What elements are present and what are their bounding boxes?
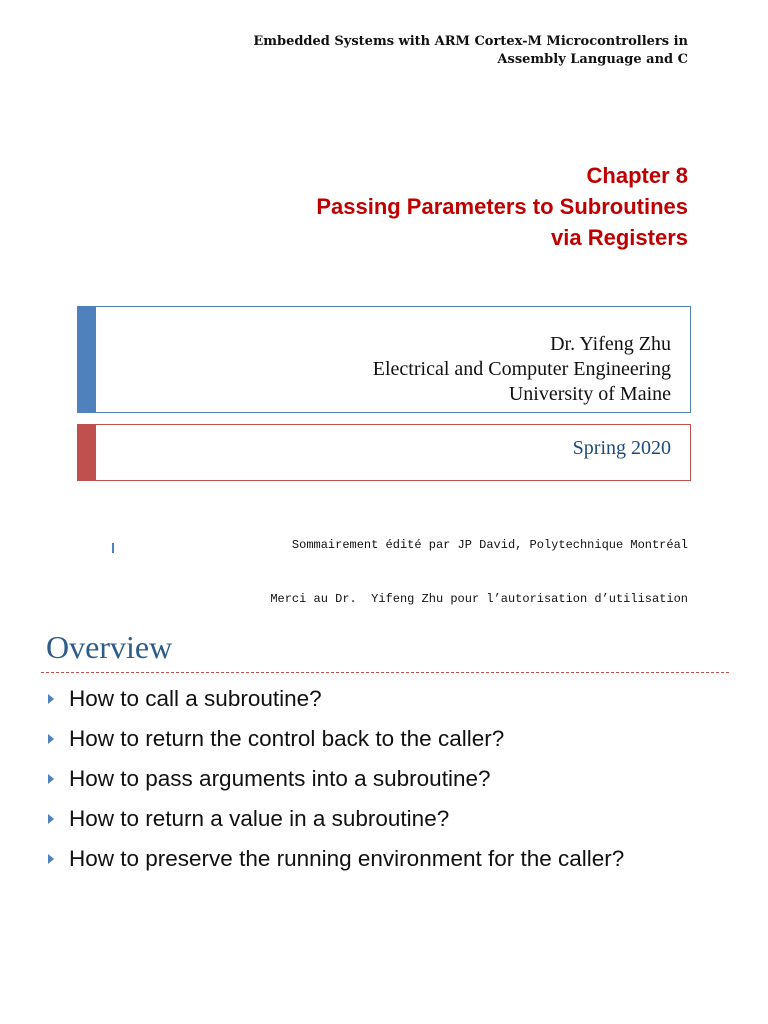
date-label: Spring 2020 [572,437,671,459]
author-department: Electrical and Computer Engineering [372,358,671,380]
author-info [373,332,671,407]
credits-line-1: Sommairement édité par JP David, Polytechnique Montréal [291,538,688,552]
text-cursor-mark [112,543,114,553]
overview-divider [41,672,729,673]
triangle-bullet-icon [48,734,54,744]
bullet-text: How to call a subroutine? [69,686,322,711]
book-title [128,33,688,69]
chapter-title [128,160,688,253]
overview-title: Overview [46,629,173,665]
chapter-title-line-1: Passing Parameters to Subroutines [316,194,688,219]
bullet-text: How to return the control back to the caller? [69,726,505,751]
chapter-title-line-2: via Registers [551,225,688,250]
author-accent-bar [78,307,96,412]
bullet-text: How to preserve the running environment for the caller? [69,846,625,871]
bullet-text: How to pass arguments into a subroutine? [69,766,491,791]
bullet-item [44,842,744,882]
triangle-bullet-icon [48,694,54,704]
bullet-item [44,722,744,762]
bullet-item [44,682,744,722]
bullet-item [44,802,744,842]
triangle-bullet-icon [48,774,54,784]
date-box [77,424,691,481]
author-box [77,306,691,413]
book-title-line-2: Assembly Language and C [497,52,688,67]
triangle-bullet-icon [48,854,54,864]
bullet-text: How to return a value in a subroutine? [69,806,450,831]
chapter-number: Chapter 8 [586,163,688,188]
author-name: Dr. Yifeng Zhu [550,333,671,355]
overview-bullet-list [44,682,744,882]
book-title-line-1: Embedded Systems with ARM Cortex-M Microcontrollers in [253,34,688,49]
triangle-bullet-icon [48,814,54,824]
date-accent-bar [78,425,96,480]
credits-line-2: Merci au Dr. Yifeng Zhu pour l’autorisation d’utilisation [270,592,688,606]
bullet-item [44,762,744,802]
credits [88,500,688,644]
author-university: University of Maine [508,383,671,405]
